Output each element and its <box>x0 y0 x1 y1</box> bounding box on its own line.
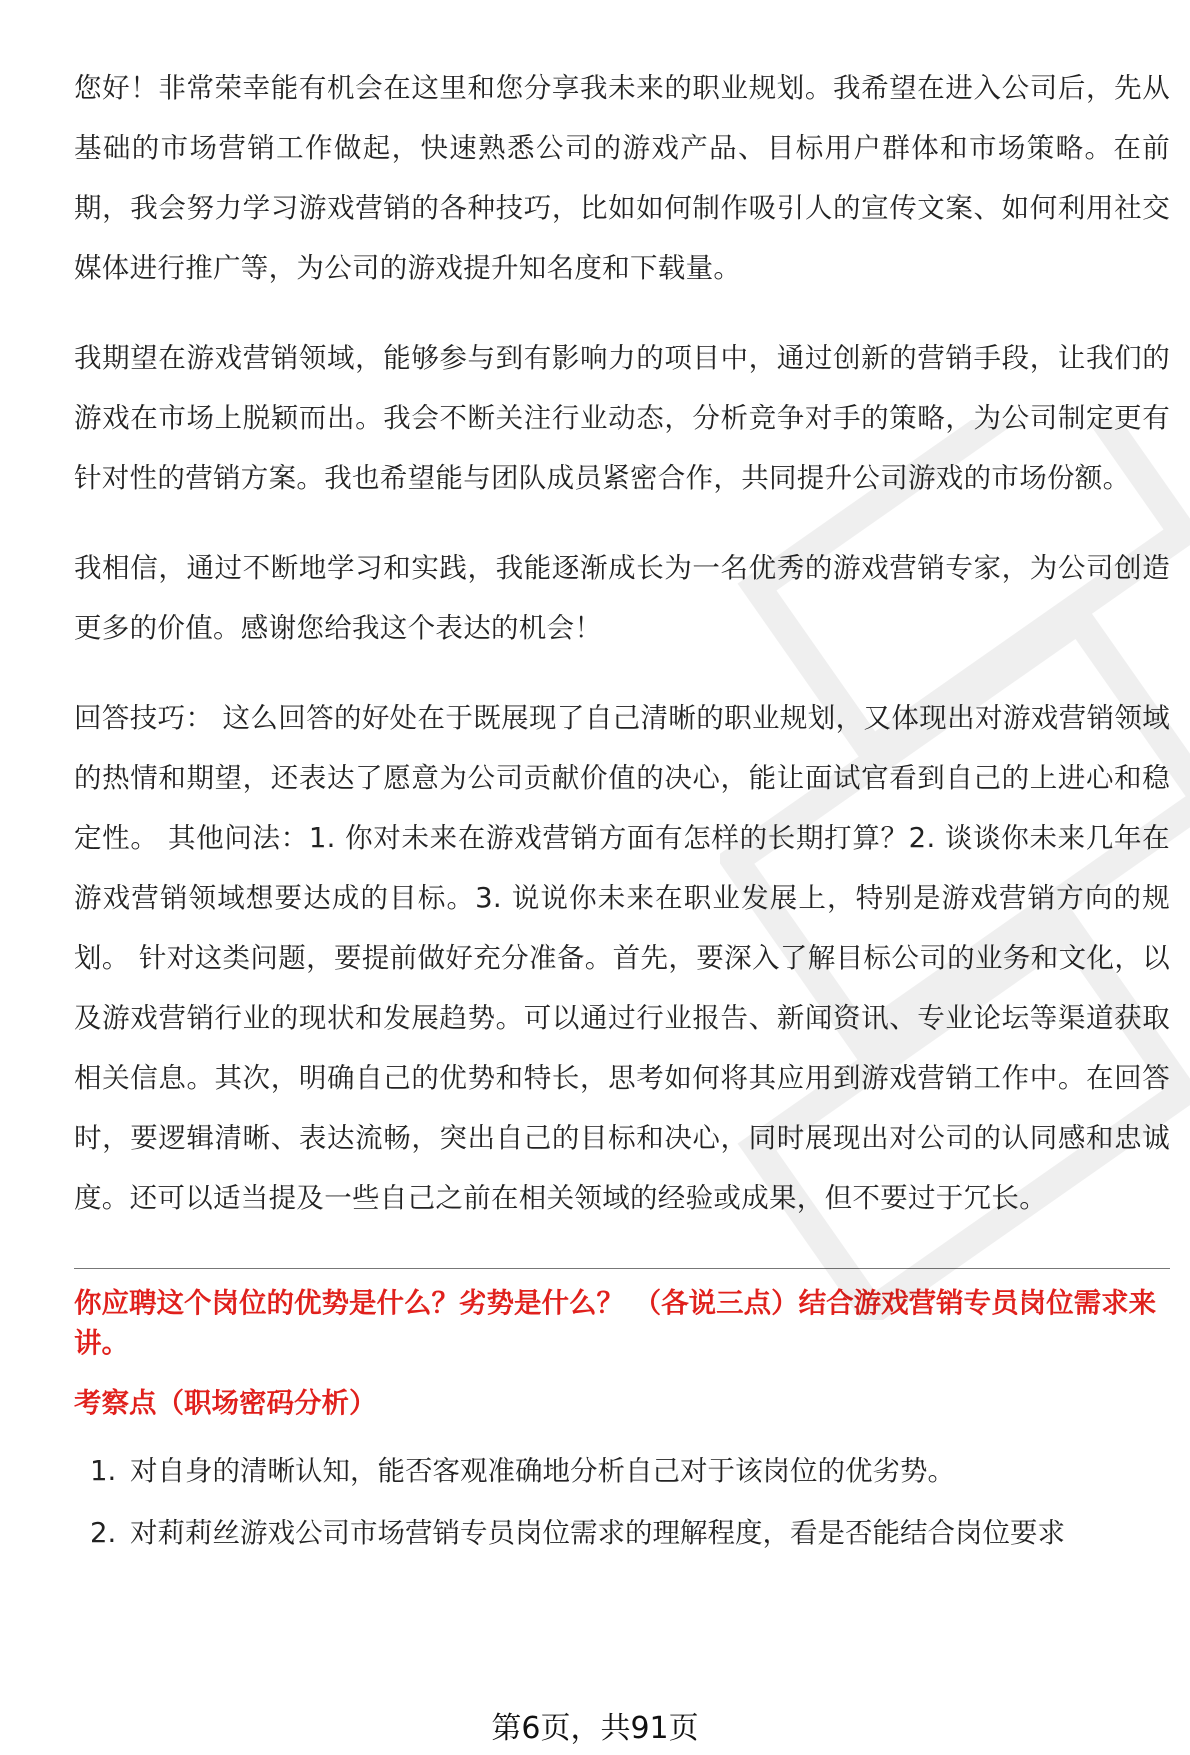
document-page <box>74 58 1170 1575</box>
list-item-number: 2. <box>90 1517 117 1549</box>
paragraph-intro: 您好！非常荣幸能有机会在这里和您分享我未来的职业规划。我希望在进入公司后，先从基础的市场营销工作做起，快速熟悉公司的游戏产品、目标用户群体和市场策略。在前期，我会努力学习游戏营销的各种技巧，比如如何制作吸引人的宣传文案、如何利用社交媒体进行推广等，为公司的游戏提升知名度和下载量。 <box>74 72 1170 284</box>
list-item <box>74 1451 1170 1491</box>
assessment-points-list <box>74 1451 1170 1553</box>
list-item-text: 对自身的清晰认知，能否客观准确地分析自己对于该岗位的优劣势。 <box>130 1455 955 1487</box>
paragraph-expectation: 我期望在游戏营销领域，能够参与到有影响力的项目中，通过创新的营销手段，让我们的游戏在市场上脱颖而出。我会不断关注行业动态，分析竞争对手的策略，为公司制定更有针对性的营销方案。我也希望能与团队成员紧密合作，共同提升公司游戏的市场份额。 <box>74 342 1170 494</box>
paragraph-answer-tips: 回答技巧： 这么回答的好处在于既展现了自己清晰的职业规划，又体现出对游戏营销领域的热情和期望，还表达了愿意为公司贡献价值的决心，能让面试官看到自己的上进心和稳定性。 其他问法：1. 你对未来在游戏营销方面有怎样的长期打算？2. 谈谈你未来几年在游戏营销领域想要达成的目标。3. 说说你未来在职业发展上，特别是游戏营销方向的规划。 针对这类问题，要提前做好充分准备。首先，要深入了解目标公司的业务和文化，以及游戏营销行业的现状和发展趋势。可以通过行业报告、新闻资讯、专业论坛等渠道获取相关信息。其次，明确自己的优势和特长，思考如何将其应用到游戏营销工作中。在回答时，要逻辑清晰、表达流畅，突出自己的目标和决心，同时展现出对公司的认同感和忠诚度。还可以适当提及一些自己之前在相关领域的经验或成果，但不要过于冗长。 <box>74 702 1170 1214</box>
list-item <box>74 1513 1170 1553</box>
page-footer: 第6页，共91页 <box>491 1711 699 1746</box>
list-item-text: 对莉莉丝游戏公司市场营销专员岗位需求的理解程度，看是否能结合岗位要求 <box>130 1517 1065 1549</box>
section-divider <box>74 1268 1170 1269</box>
interview-question: 你应聘这个岗位的优势是什么？劣势是什么？ （各说三点）结合游戏营销专员岗位需求来讲。 <box>74 1287 1157 1359</box>
paragraph-closing: 我相信，通过不断地学习和实践，我能逐渐成长为一名优秀的游戏营销专家，为公司创造更多的价值。感谢您给我这个表达的机会！ <box>74 552 1170 644</box>
list-item-number: 1. <box>90 1455 117 1487</box>
section-title: 考察点（职场密码分析） <box>74 1387 377 1419</box>
